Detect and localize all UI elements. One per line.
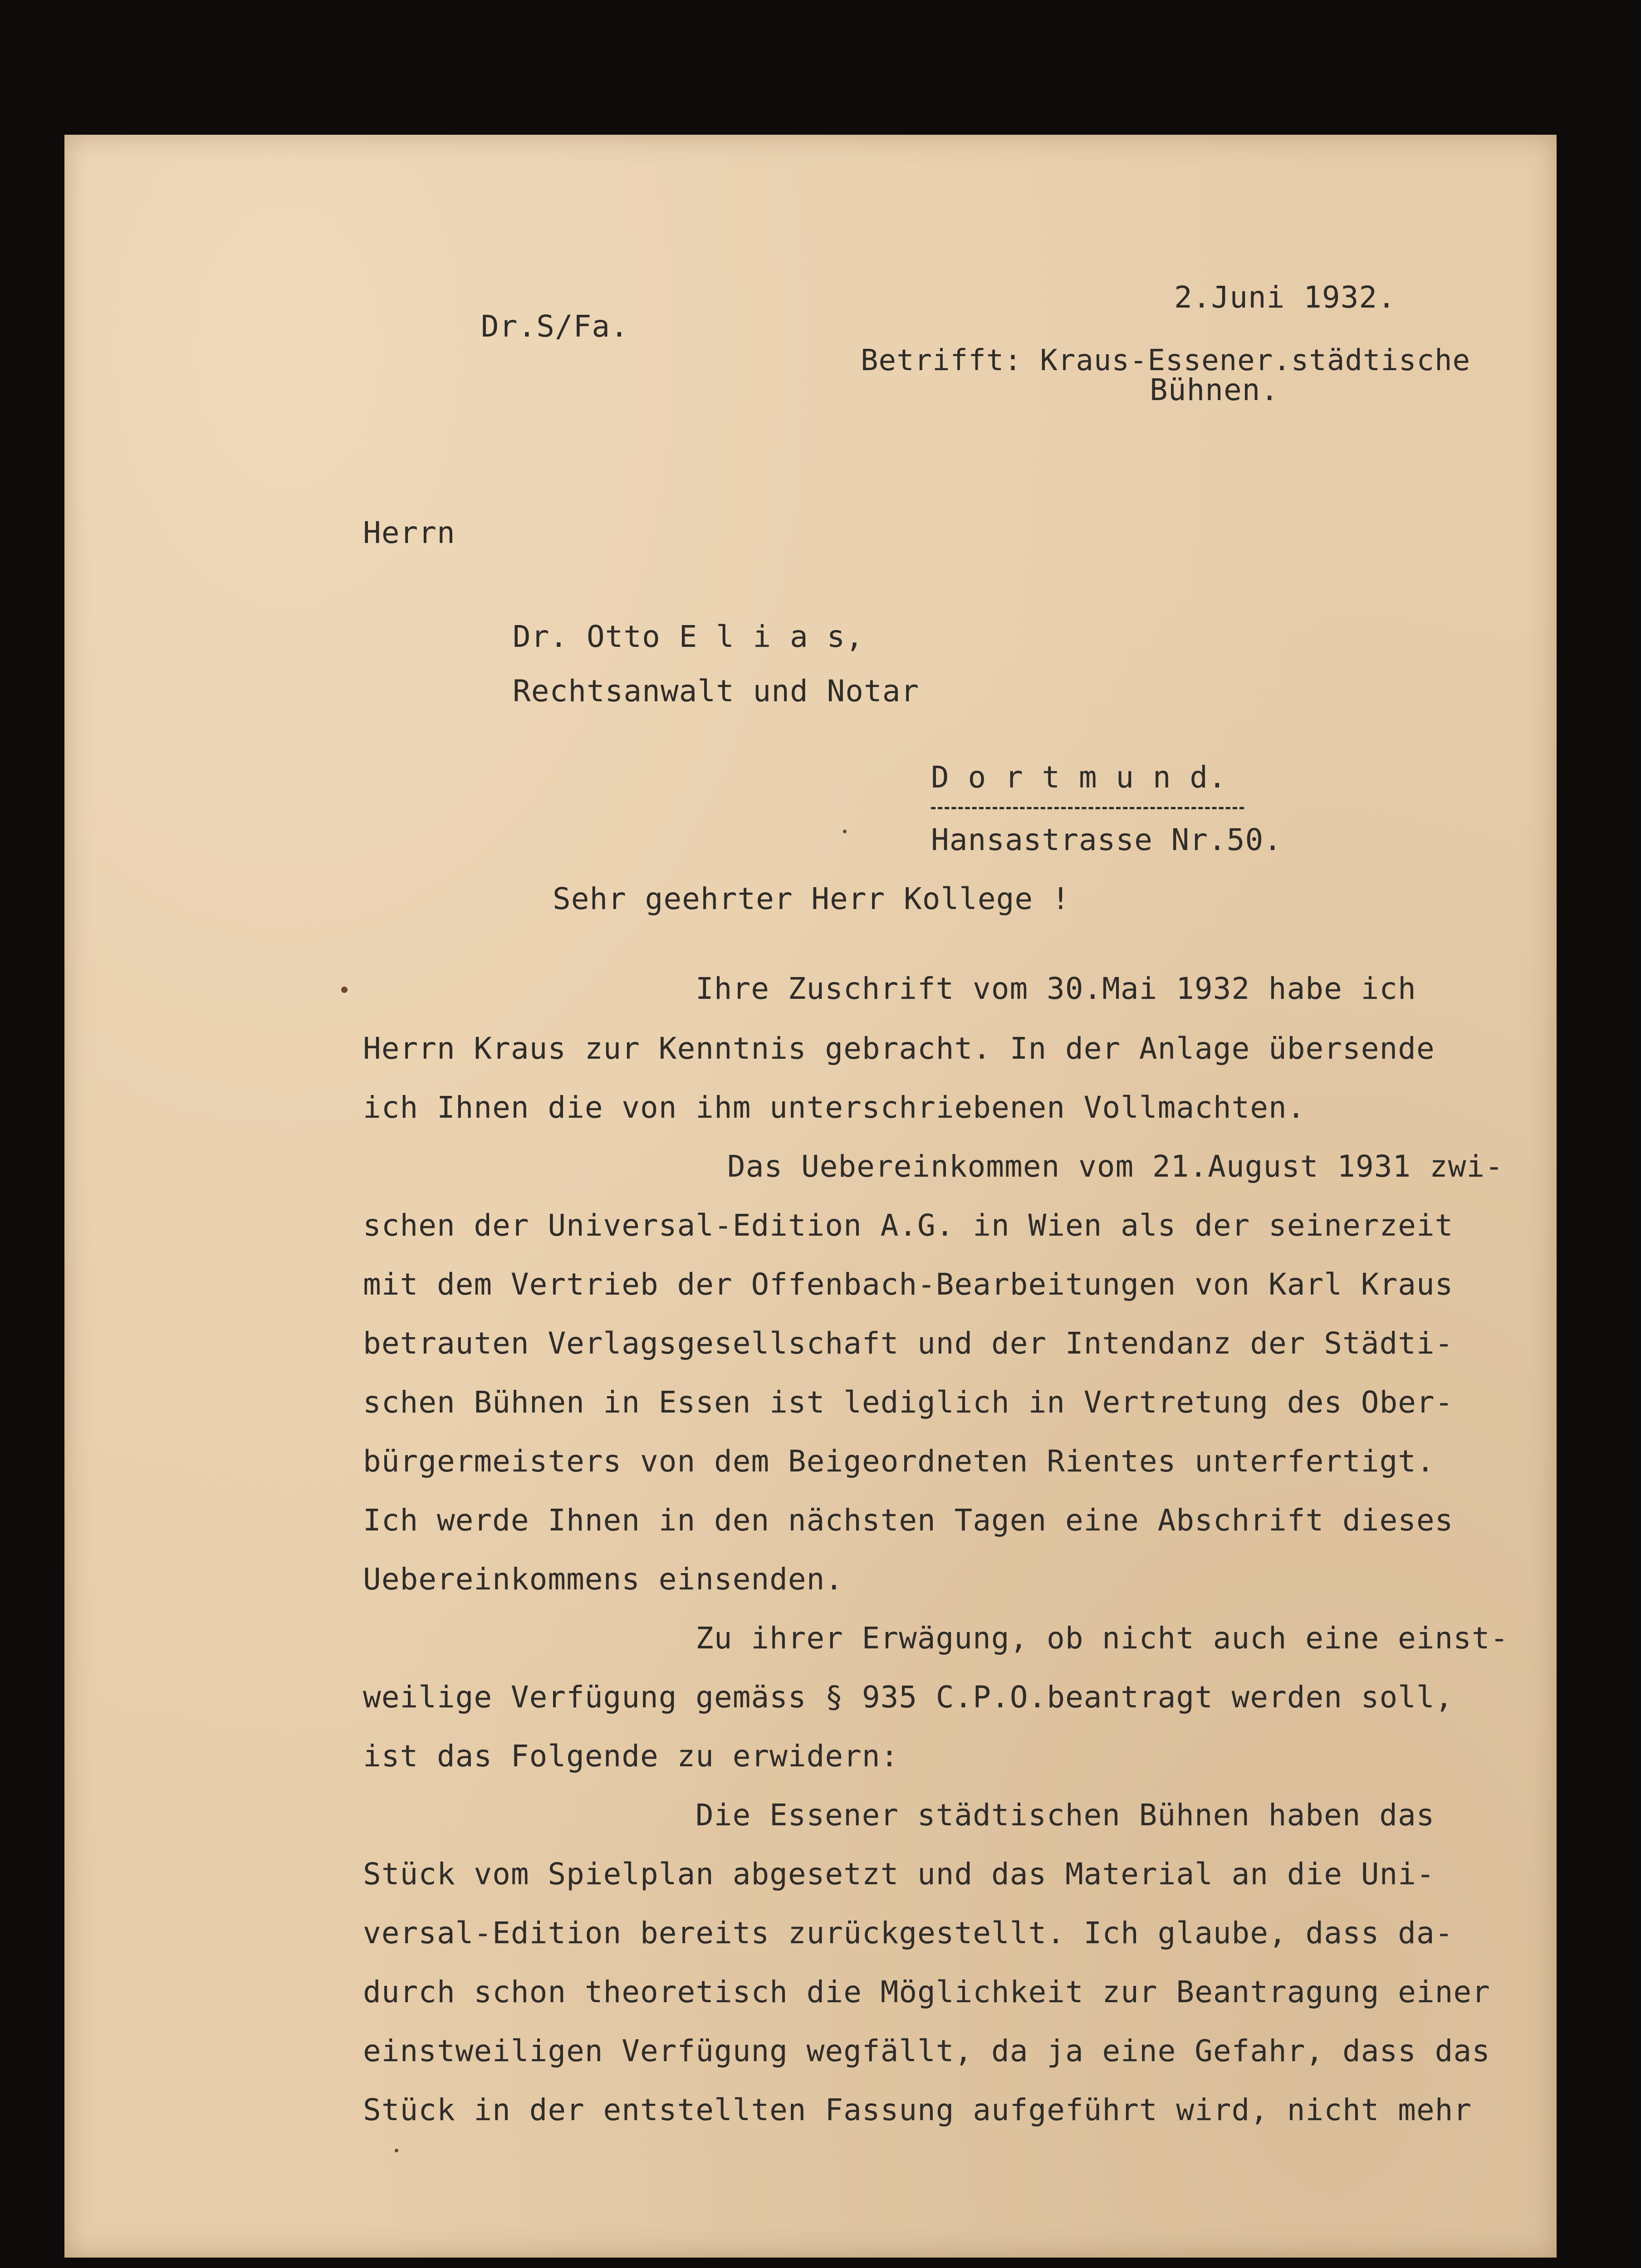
subject-line-1: Betrifft: Kraus-Essener.städtische bbox=[861, 344, 1471, 377]
body-line: Stück in der entstellten Fassung aufgeführt wird, nicht mehr bbox=[363, 2092, 1472, 2127]
body-line: Ihre Zuschrift vom 30.Mai 1932 habe ich bbox=[696, 971, 1416, 1006]
body-line: betrauten Verlagsgesellschaft und der Intendanz der Städti- bbox=[363, 1326, 1454, 1361]
body-line: Das Uebereinkommen vom 21.August 1931 zwi- bbox=[727, 1149, 1504, 1184]
city-underline bbox=[931, 807, 1244, 809]
body-line: Herrn Kraus zur Kenntnis gebracht. In der Anlage übersende bbox=[363, 1031, 1435, 1066]
recipient-title: Rechtsanwalt und Notar bbox=[513, 674, 920, 709]
letter-page bbox=[64, 135, 1557, 2258]
body-line: Zu ihrer Erwägung, ob nicht auch eine einst- bbox=[696, 1621, 1509, 1656]
salutation-herrn: Herrn bbox=[363, 515, 456, 550]
recipient-street: Hansastrasse Nr.50. bbox=[931, 822, 1282, 857]
paper-spot bbox=[843, 830, 847, 833]
body-line: schen Bühnen in Essen ist lediglich in Vertretung des Ober- bbox=[363, 1385, 1454, 1420]
recipient-city: D o r t m u n d. bbox=[931, 760, 1227, 795]
subject-line-2: Bühnen. bbox=[1150, 372, 1279, 407]
recipient-name: Dr. Otto E l i a s, bbox=[513, 619, 864, 654]
body-line: ist das Folgende zu erwidern: bbox=[363, 1739, 899, 1774]
body-line: Uebereinkommens einsenden. bbox=[363, 1562, 844, 1597]
body-line: durch schon theoretisch die Möglichkeit zur Beantragung einer bbox=[363, 1975, 1490, 2009]
body-line: Die Essener städtischen Bühnen haben das bbox=[696, 1798, 1435, 1833]
letter-date: 2.Juni 1932. bbox=[1174, 280, 1396, 315]
body-line: versal-Edition bereits zurückgestellt. Ich glaube, dass da- bbox=[363, 1916, 1454, 1950]
body-line: Stück vom Spielplan abgesetzt und das Material an die Uni- bbox=[363, 1857, 1435, 1892]
body-line: mit dem Vertrieb der Offenbach-Bearbeitungen von Karl Kraus bbox=[363, 1267, 1454, 1302]
paper-spot bbox=[395, 2149, 398, 2152]
paper-spot bbox=[341, 987, 348, 993]
body-line: Ich werde Ihnen in den nächsten Tagen eine Abschrift dieses bbox=[363, 1503, 1454, 1538]
body-line: weilige Verfügung gemäss § 935 C.P.O.beantragt werden soll, bbox=[363, 1680, 1454, 1715]
body-line: bürgermeisters von dem Beigeordneten Rientes unterfertigt. bbox=[363, 1444, 1435, 1479]
body-line: einstweiligen Verfügung wegfällt, da ja eine Gefahr, dass das bbox=[363, 2033, 1490, 2068]
greeting: Sehr geehrter Herr Kollege ! bbox=[553, 881, 1070, 916]
reference-code: Dr.S/Fa. bbox=[481, 309, 629, 344]
body-line: ich Ihnen die von ihm unterschriebenen Vollmachten. bbox=[363, 1090, 1306, 1125]
body-line: schen der Universal-Edition A.G. in Wien als der seinerzeit bbox=[363, 1208, 1454, 1243]
